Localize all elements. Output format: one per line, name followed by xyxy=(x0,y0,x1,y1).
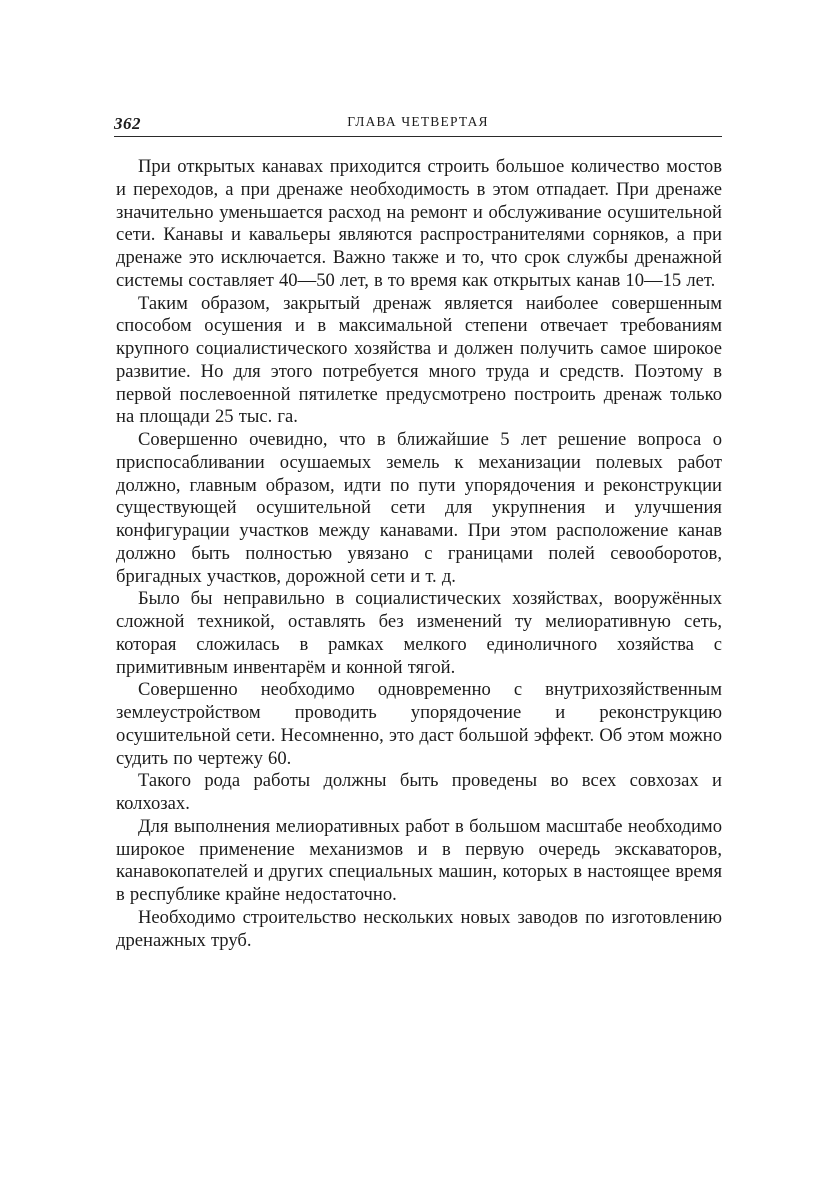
paragraph-5: Совершенно необходимо одновременно с внутрихозяйственным землеустройством проводить упорядочение и реконструкцию осушительной сети. Несомненно, это даст большой эффект. Об этом можно судить по чертежу 60. xyxy=(116,679,722,769)
paragraph-2: Таким образом, закрытый дренаж является наиболее совершенным способом осушения и в максимальной степени отвечает требованиям крупного социалистического хозяйства и должен получить самое широкое развитие. Но для этого потребуется много труда и средств. Поэтому в первой послевоенной пятилетке предусмотрено построить дренаж только на площади 25 тыс. га. xyxy=(116,292,722,428)
paragraph-8: Необходимо строительство нескольких новых заводов по изготовлению дренажных труб. xyxy=(116,906,722,951)
paragraph-7: Для выполнения мелиоративных работ в большом масштабе необходимо широкое применение механизмов и в первую очередь экскаваторов, канавокопателей и других специальных машин, которых в настоящее время в республике крайне недостаточно. xyxy=(116,815,722,905)
page-number: 362 xyxy=(114,114,141,133)
paragraph-4: Было бы неправильно в социалистических хозяйствах, вооружённых сложной техникой, оставлять без изменений ту мелиоративную сеть, которая сложилась в рамках мелкого единоличного хозяйства с примитивным инвентарём и конной тягой. xyxy=(116,588,722,678)
paragraph-6: Такого рода работы должны быть проведены во всех совхозах и колхозах. xyxy=(116,770,722,814)
paragraph-1: При открытых канавах приходится строить большое количество мостов и переходов, а при дренаже необходимость в этом отпадает. При дренаже значительно уменьшается расход на ремонт и обслуживание осушительной сети. Канавы и кавальеры являются распространителями сорняков, а при дренаже это исключается. Важно также и то, что срок службы дренажной системы составляет 40—50 лет, в то время как открытых канав 10—15 лет. xyxy=(116,156,722,291)
running-head xyxy=(114,110,722,137)
chapter-title: ГЛАВА ЧЕТВЕРТАЯ xyxy=(347,114,489,129)
paragraph-3: Совершенно очевидно, что в ближайшие 5 лет решение вопроса о приспосабливании осушаемых земель к механизации полевых работ должно, главным образом, идти по пути упорядочения и реконструкции существующей осушительной сети для укрупнения и улучшения конфигурации участков между канавами. При этом расположение канав должно быть полностью увязано с границами полей севооборотов, бригадных участков, дорожной сети и т. д. xyxy=(116,429,722,587)
body-text xyxy=(116,156,722,952)
